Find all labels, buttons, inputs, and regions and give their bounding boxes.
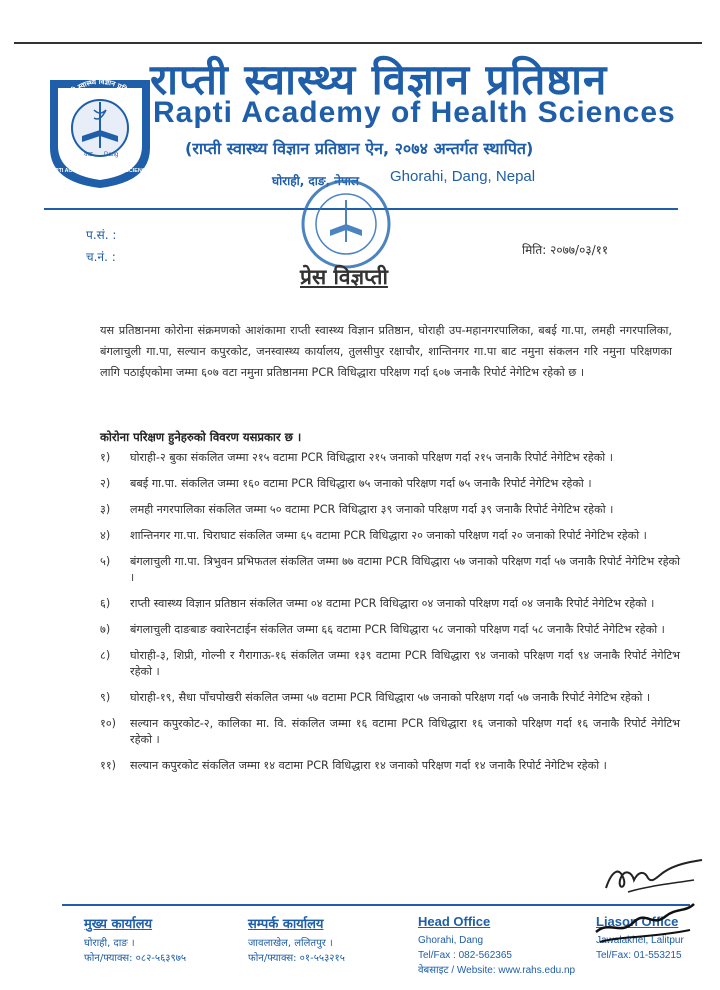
- list-item: ५) बंगलाचुली गा.पा. त्रिभुवन प्रभिफतल संकलित जम्मा ७७ वटामा PCR विधिद्धारा ५७ जनाको परिक्षण गर्दा ५७ जनाकै रिपोर्ट नेगेटिभ रहेको ।: [100, 555, 680, 584]
- letter-number-label: प.सं. :: [86, 228, 117, 242]
- institute-subtitle: (राप्ती स्वास्थ्य विज्ञान प्रतिष्ठान ऐन, २०७४ अन्तर्गत स्थापित): [185, 139, 534, 158]
- address-nepali: घोराही, दाङ, नेपाल: [272, 174, 360, 188]
- list-item: ४) शान्तिनगर गा.पा. चिराघाट संकलित जम्मा ६५ वटामा PCR विधिद्धारा २० जनाको परिक्षण गर्दा २० जनाको रिपोर्ट नेगेटिभ रहेको ।: [100, 529, 647, 542]
- list-item: ११) सल्यान कपुरकोट संकलित जम्मा १४ वटामा PCR विधिद्धारा १४ जनाको परिक्षण गर्दा १४ जनाकै रिपोर्ट नेगेटिभ रहेको ।: [100, 759, 607, 772]
- institute-name-english: Rapti Academy of Health Sciences: [153, 96, 676, 129]
- footer-contact-office: [248, 914, 345, 966]
- list-item: ६) राप्ती स्वास्थ्य विज्ञान प्रतिष्ठान संकलित जम्मा ०४ वटामा PCR विधिद्धारा ०४ जनाको परिक्षण गर्दा ०४ जनाकै रिपोर्ट नेगेटिभ रहेको ।: [100, 597, 655, 610]
- footer-head-office: [418, 914, 575, 978]
- main-office-address: घोराही, दाङ ।: [84, 938, 135, 949]
- main-office-heading: मुख्य कार्यालय: [84, 917, 153, 932]
- list-item: २) बबई गा.पा. संकलित जम्मा १६० वटामा PCR विधिद्धारा ७५ जनाको परिक्षण गर्दा ७५ जनाकै रिपोर्ट नेगेटिभ रहेको ।: [100, 477, 592, 490]
- footer-main-office: [84, 914, 186, 966]
- list-heading: कोरोना परिक्षण हुनेहरुको विवरण यसप्रकार छ ।: [100, 430, 302, 444]
- head-office-phone: Tel/Fax : 082-562365: [418, 950, 512, 961]
- svg-text:राप्ती स्वास्थ्य विज्ञान प्रति: राप्ती स्वास्थ्य विज्ञान प्रतिष्ठान: [63, 77, 137, 101]
- intro-paragraph: यस प्रतिष्ठानमा कोरोना संक्रमणको आशंकामा राप्ती स्वास्थ्य विज्ञान प्रतिष्ठान, घोराही उप-महानगरपालिका, बबई गा.पा, लमही नगरपालिका, बंगलाचुली गा.पा, सल्यान कपुरकोट, जनस्वास्थ्य कार्यालय, तुलसीपुर रक्षाचौर, शान्तिनगर गा.पा बाट नमुना संकलन गरि नमुना परिक्षणका लागि पठाईएकोमा जम्मा ६०७ वटा नमुना प्रतिष्ठानमा PCR विधिद्धारा परिक्षण गर्दा ६०७ जनाकै रिपोर्ट नेगेटिभ रहेको छ ।: [100, 324, 672, 379]
- authorization-stamp-icon: [590, 892, 700, 948]
- test-results-list: [100, 450, 680, 784]
- contact-office-address: जावलाखेल, ललितपुर ।: [248, 938, 333, 949]
- svg-text:वाङ: वाङ: [84, 151, 93, 158]
- list-item: ३) लमही नगरपालिका संकलित जम्मा ५० वटामा PCR विधिद्धारा ३९ जनाको परिक्षण गर्दा ३९ जनाकै रिपोर्ट नेगेटिभ रहेको ।: [100, 503, 614, 516]
- svg-text:Dang: Dang: [104, 152, 119, 158]
- head-office-heading: Head Office: [418, 914, 491, 929]
- list-item: १०) सल्यान कपुरकोट-२, कालिका मा. वि. संकलित जम्मा १६ वटामा PCR विधिद्धारा १६ जनाको परिक्षण गर्दा १६ जनाकै रिपोर्ट नेगेटिभ रहेको ।: [100, 717, 680, 746]
- svg-text:RAPTI ACADEMY OF HEALTH SCIENC: RAPTI ACADEMY OF HEALTH SCIENCES: [47, 168, 153, 174]
- document-title: प्रेस विज्ञप्ती: [300, 265, 388, 289]
- main-office-phone: फोन/फ्याक्स: ०८२-५६३९७५: [84, 953, 187, 964]
- list-item: ८) घोराही-३, शिप्री, गोल्नी र गैरागाऊ-१६ संकलित जम्मा १३९ वटामा PCR विधिद्धारा ९४ जनाको परिक्षण गर्दा ९४ जनाकै रिपोर्ट नेगेटिभ रहेको ।: [100, 649, 680, 678]
- head-office-website: वेबसाइट / Website: www.rahs.edu.np: [418, 965, 576, 976]
- liaison-office-phone: Tel/Fax: 01-553215: [596, 950, 682, 961]
- list-item: १) घोराही-२ बुका संकलित जम्मा २१५ वटामा PCR विधिद्धारा २१५ जनाको परिक्षण गर्दा २१५ जनाकै रिपोर्ट नेगेटिभ रहेको ।: [100, 451, 613, 464]
- list-item: ७) बंगलाचुली दाङबाङ क्वारेनटाईन संकलित जम्मा ६६ वटामा PCR विधिद्धारा ५८ जनाको परिक्षण गर्दा ५८ जनाकै रिपोर्ट नेगेटिभ रहेको ।: [100, 623, 665, 636]
- liaison-office-heading: Liason Office: [596, 914, 679, 929]
- contact-office-heading: सम्पर्क कार्यालय: [248, 917, 324, 932]
- dispatch-number-label: च.नं. :: [86, 250, 116, 264]
- address-english: Ghorahi, Dang, Nepal: [390, 168, 536, 185]
- contact-office-phone: फोन/फ्याक्स: ०१-५५३२१५: [248, 953, 345, 964]
- academy-logo-icon: [44, 70, 156, 190]
- document-date: मिति: २०७७/०३/११: [522, 243, 609, 257]
- head-office-address: Ghorahi, Dang: [418, 935, 484, 946]
- official-seal-icon: [300, 178, 392, 270]
- liaison-office-address: Jawalakhel, Lalitpur: [596, 935, 684, 946]
- institute-name-nepali: राप्ती स्वास्थ्य विज्ञान प्रतिष्ठान: [150, 55, 608, 104]
- list-item: ९) घोराही-१९, सैधा पाँचपोखरी संकलित जम्मा ५७ वटामा PCR विधिद्धारा ५७ जनाको परिक्षण गर्दा ५७ जनाकै रिपोर्ट नेगेटिभ रहेको ।: [100, 691, 651, 704]
- top-border-line: [14, 42, 702, 44]
